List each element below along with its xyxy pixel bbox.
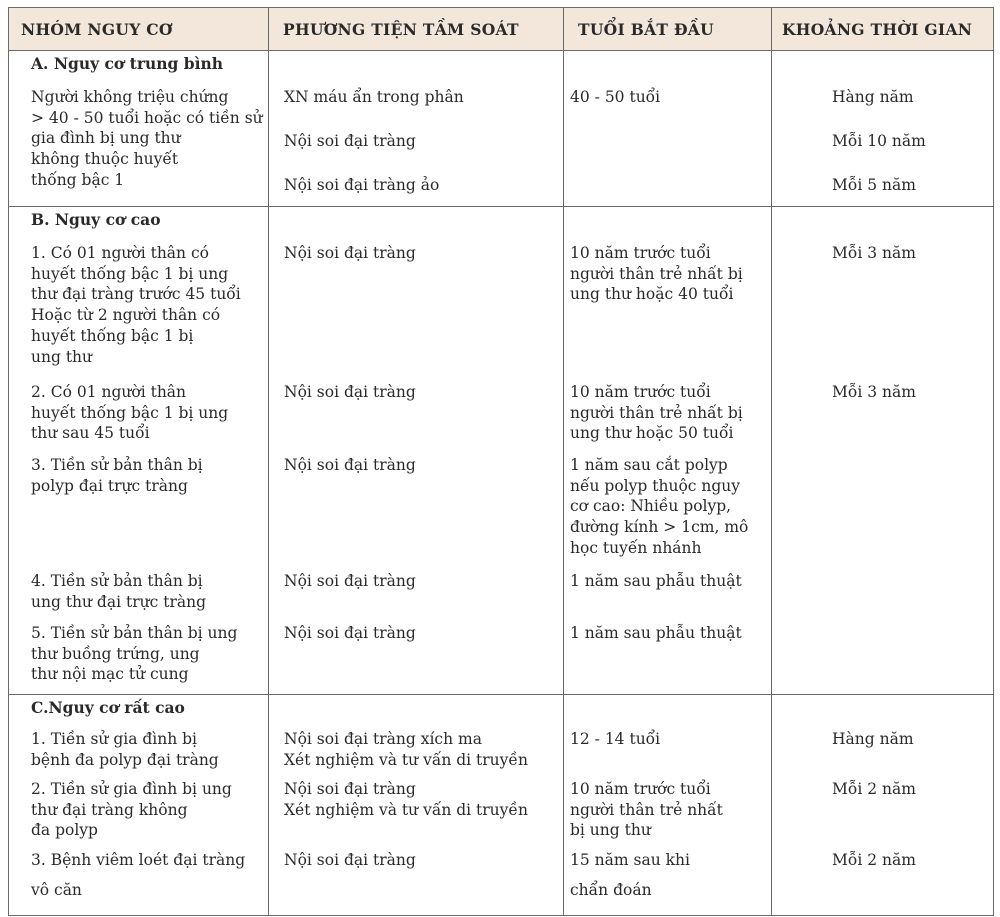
interval-text: Hàng năm — [832, 88, 914, 106]
section-b-interval-cell — [772, 207, 994, 695]
age-text: 1 năm sau phẫu thuật — [570, 572, 742, 590]
group-text: 2. Có 01 người thân huyết thống bậc 1 bị ung thư sau 45 tuổi — [31, 383, 229, 443]
screening-table — [8, 7, 994, 916]
section-b-title: B. Nguy cơ cao — [31, 210, 161, 229]
header-start-age: TUỔI BẮT ĐẦU — [564, 8, 772, 51]
section-c-interval-cell — [772, 695, 994, 916]
interval-text: Mỗi 10 năm — [832, 132, 926, 150]
group-text: 3. Bệnh viêm loét đại tràng — [31, 851, 246, 869]
method-text: Nội soi đại tràng ảo — [284, 176, 440, 194]
method-text: XN máu ẩn trong phân — [284, 88, 464, 106]
interval-text: Mỗi 2 năm — [832, 780, 916, 798]
interval-text: Mỗi 2 năm — [832, 851, 916, 869]
section-a-row — [9, 51, 994, 207]
group-text: vô căn — [31, 881, 82, 899]
section-a-interval-cell — [772, 51, 994, 207]
section-c-row — [9, 695, 994, 916]
age-text: 10 năm trước tuổi người thân trẻ nhất bị ung thư hoặc 40 tuổi — [570, 244, 743, 304]
method-text: Nội soi đại tràng — [284, 572, 416, 590]
method-text: Nội soi đại tràng — [284, 132, 416, 150]
interval-text: Mỗi 3 năm — [832, 244, 916, 262]
method-text: Nội soi đại tràng xích ma Xét nghiệm và tư vấn di truyền — [284, 730, 528, 769]
group-text: 2. Tiền sử gia đình bị ung thư đại tràng không đa polyp — [31, 780, 232, 840]
section-c-group-cell — [9, 695, 269, 916]
method-text: Nội soi đại tràng — [284, 851, 416, 869]
section-a-group-cell — [9, 51, 269, 207]
method-text: Nội soi đại tràng — [284, 383, 416, 401]
group-text: 4. Tiền sử bản thân bị ung thư đại trực tràng — [31, 572, 206, 611]
method-text: Nội soi đại tràng — [284, 244, 416, 262]
age-text: 40 - 50 tuổi — [570, 88, 661, 106]
age-text: 10 năm trước tuổi người thân trẻ nhất bị ung thư hoặc 50 tuổi — [570, 383, 743, 443]
section-b-method-cell — [269, 207, 564, 695]
age-text: 12 - 14 tuổi — [570, 730, 661, 748]
method-text: Nội soi đại tràng — [284, 456, 416, 474]
interval-text: Hàng năm — [832, 730, 914, 748]
section-b-age-cell — [564, 207, 772, 695]
header-screening-method: PHƯƠNG TIỆN TẦM SOÁT — [269, 8, 564, 51]
age-text: 1 năm sau phẫu thuật — [570, 624, 742, 642]
header-interval: KHOẢNG THỜI GIAN — [772, 8, 994, 51]
age-text: 15 năm sau khi — [570, 851, 690, 869]
section-b-group-cell — [9, 207, 269, 695]
age-text: 10 năm trước tuổi người thân trẻ nhất bị ung thư — [570, 780, 723, 840]
age-text: chẩn đoán — [570, 881, 652, 899]
section-c-title: C.Nguy cơ rất cao — [31, 698, 185, 717]
section-a-title: A. Nguy cơ trung bình — [31, 54, 224, 73]
interval-text: Mỗi 5 năm — [832, 176, 916, 194]
section-c-method-cell — [269, 695, 564, 916]
group-text: 1. Có 01 người thân có huyết thống bậc 1 bị ung thư đại tràng trước 45 tuổi Hoặc từ 2 người thân có huyết thống bậc 1 bị ung thư — [31, 244, 241, 366]
age-text: 1 năm sau cắt polyp nếu polyp thuộc nguy cơ cao: Nhiều polyp, đường kính > 1cm, mô học tuyến nhánh — [570, 456, 749, 557]
section-c-age-cell — [564, 695, 772, 916]
header-row — [9, 8, 994, 51]
method-text: Nội soi đại tràng — [284, 624, 416, 642]
group-text: 5. Tiền sử bản thân bị ung thư buồng trứng, ung thư nội mạc tử cung — [31, 624, 238, 684]
method-text: Nội soi đại tràng Xét nghiệm và tư vấn di truyền — [284, 780, 528, 819]
section-a-age-cell — [564, 51, 772, 207]
group-text: 1. Tiền sử gia đình bị bệnh đa polyp đại tràng — [31, 730, 219, 769]
section-a-method-cell — [269, 51, 564, 207]
group-text: Người không triệu chứng > 40 - 50 tuổi hoặc có tiền sử gia đình bị ung thư không thuộc huyết thống bậc 1 — [31, 88, 263, 189]
interval-text: Mỗi 3 năm — [832, 383, 916, 401]
section-b-row — [9, 207, 994, 695]
header-risk-group: NHÓM NGUY CƠ — [9, 8, 269, 51]
group-text: 3. Tiền sử bản thân bị polyp đại trực tràng — [31, 456, 203, 495]
